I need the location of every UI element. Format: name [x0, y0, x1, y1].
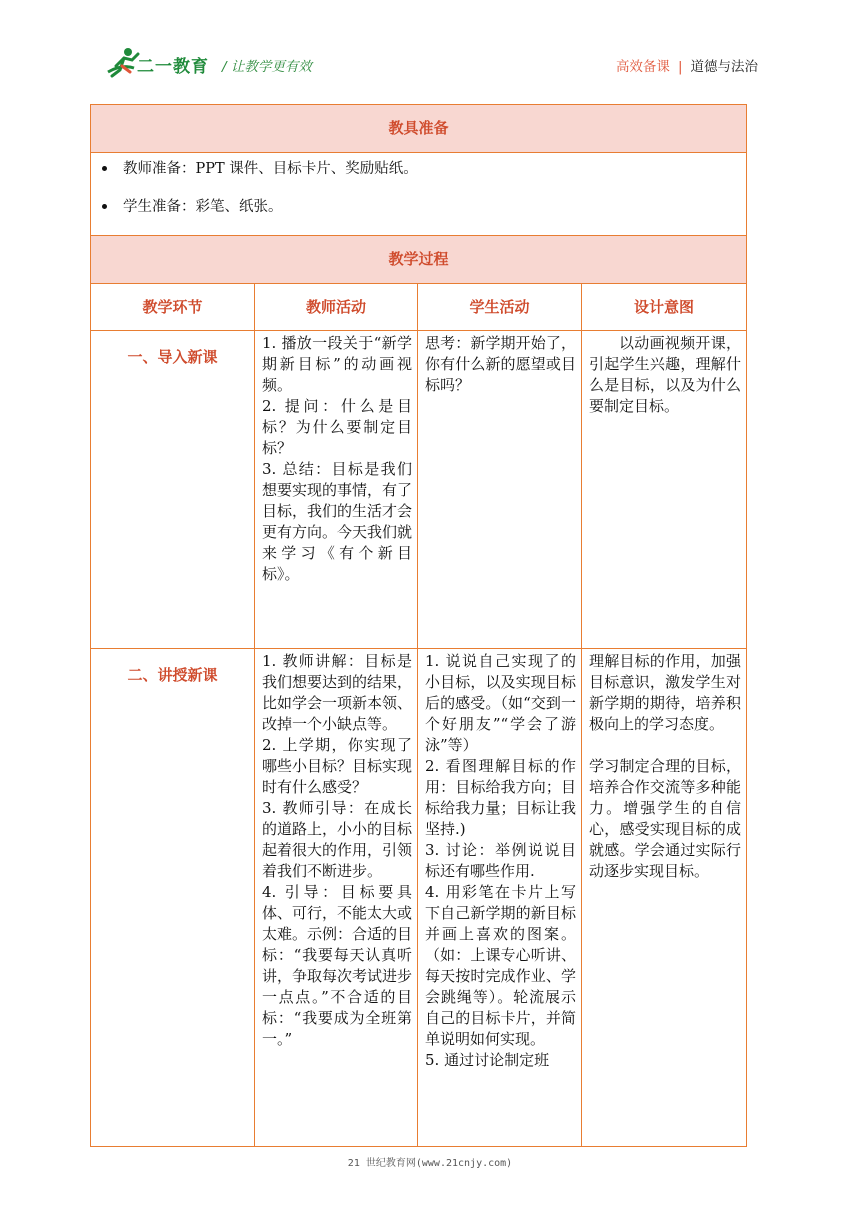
table-row [91, 331, 747, 649]
column-header: 教学环节 [91, 284, 255, 331]
page-header [0, 0, 860, 100]
teacher-activity [255, 649, 418, 1147]
stage-label: 一、导入新课 [91, 331, 255, 649]
bullet-icon [102, 166, 107, 171]
teacher-activity-text: 1. 教师讲解：目标是我们想要达到的结果，比如学会一项新本领、改掉一个小缺点等。 2. 上学期，你实现了哪些小目标？目标实现时有什么感受？ 3. 教师引导：在成长的道路上，小小的目标起着很大的作用，引领着我们不断进步。 4. 引导：目标要具体、可行，不能太大或太难。示例：合适的目标：“我要每天认真听讲，争取每次考试进步一点点。”不合适的目标：“我要成为全班第一。” [262, 652, 413, 1048]
column-header-row [91, 284, 747, 331]
column-header: 设计意图 [582, 284, 747, 331]
student-activity [418, 331, 582, 649]
teacher-prep: 教师准备：PPT 课件、目标卡片、奖励贴纸。 [123, 161, 418, 177]
header-right [616, 55, 758, 75]
student-activity-text: 思考：新学期开始了，你有什么新的愿望或目标吗？ [425, 334, 576, 394]
student-activity [418, 649, 582, 1147]
lesson-table [90, 104, 747, 1147]
stage-label: 二、讲授新课 [91, 649, 255, 1147]
table-row [91, 649, 747, 1147]
student-prep: 学生准备：彩笔、纸张。 [123, 199, 283, 215]
slogan: / 让教学更有效 [222, 59, 312, 75]
section-title-materials: 教具准备 [91, 105, 747, 153]
subject-label: 道德与法治 [690, 59, 758, 75]
design-intent [582, 331, 747, 649]
teacher-activity [255, 331, 418, 649]
brand-name: 二一教育 [137, 57, 209, 77]
student-activity-text: 1. 说说自己实现了的小目标，以及实现目标后的感受。（如“交到一个好朋友”“学会了游泳”等） 2. 看图理解目标的作用：目标给我方向；目标给我力量；目标让我坚持.) 3. 讨论：举例说说目标还有哪些作用. 4. 用彩笔在卡片上写下自己新学期的新目标并画上喜欢的图案。（如：上课专心听讲、每天按时完成作业、学会跳绳等）。轮流展示自己的目标卡片，并简单说明如何实现。 5. 通过讨论制定班 [425, 652, 576, 1069]
course-tag: 高效备课 [615, 59, 670, 75]
list-item [91, 197, 746, 217]
list-item [91, 159, 746, 179]
page-footer: 21 世纪教育网(www.21cnjy.com) [347, 1158, 513, 1169]
design-intent [582, 649, 747, 1147]
design-intent-text: 理解目标的作用，加强目标意识，激发学生对新学期的期待，培养积极向上的学习态度。 [589, 652, 742, 733]
section-title-process: 教学过程 [91, 236, 747, 284]
design-intent-text: 学习制定合理的目标，培养合作交流等多种能力。增强学生的自信心，感受实现目标的成就感。学会通过实际行动逐步实现目标。 [589, 757, 742, 880]
header-separator: | [677, 59, 683, 75]
design-intent-text: 以动画视频开课，引起学生兴趣，理解什么是目标，以及为什么要制定目标。 [589, 334, 742, 415]
teacher-activity-text: 1. 播放一段关于“新学期新目标”的动画视频。 2. 提问：什么是目标？为什么要制定目标？ 3. 总结：目标是我们想要实现的事情，有了目标，我们的生活才会更有方向。今天我们就来学习《有个新目标》。 [262, 334, 413, 583]
bullet-icon [102, 204, 107, 209]
materials-list [91, 153, 747, 236]
column-header: 教师活动 [255, 284, 418, 331]
column-header: 学生活动 [418, 284, 582, 331]
